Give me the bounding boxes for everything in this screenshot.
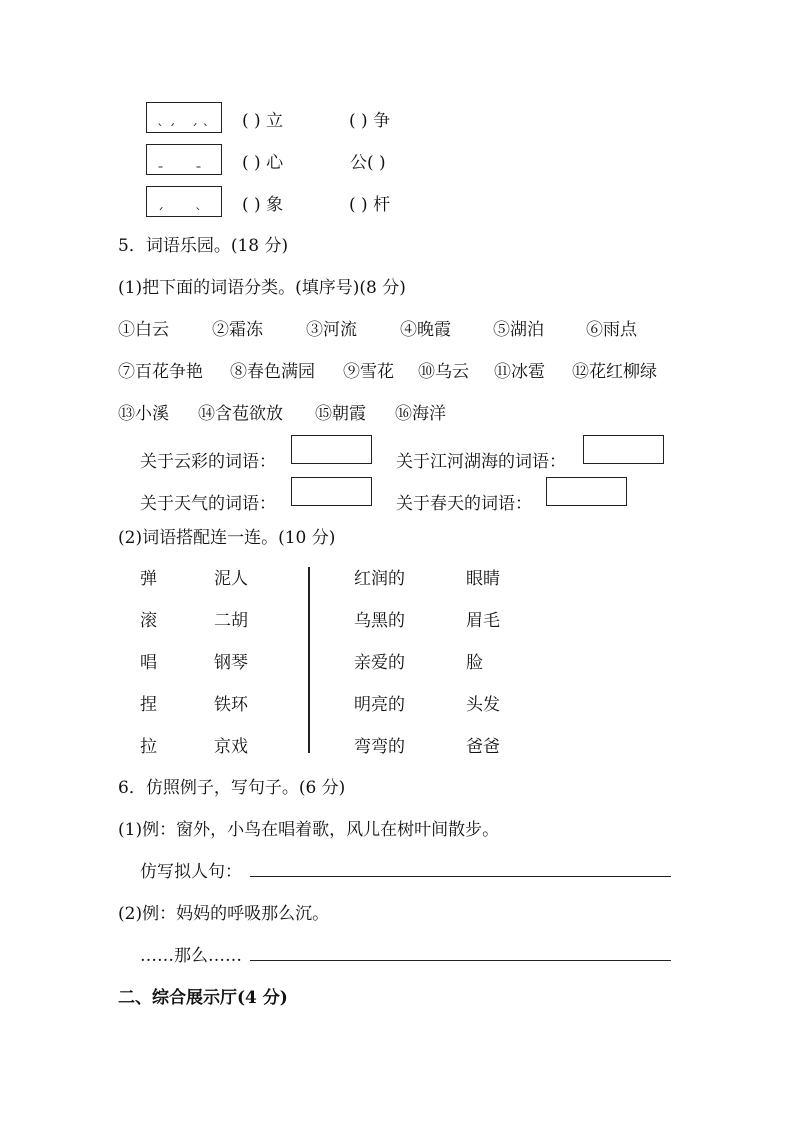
pinyin-box-3: ˊ ˋ [146,186,222,217]
category-clouds-label: 关于云彩的词语： [140,452,276,472]
q6-example-2: (2)例：妈妈的呼吸那么沉。 [118,904,330,924]
adj-5[interactable]: 弯弯的 [354,737,405,757]
category-spring-answer-box[interactable] [546,477,627,506]
q6-example-1: (1)例：窗外，小鸟在唱着歌，风儿在树叶间散步。 [118,820,500,840]
fill-item-2a[interactable]: ( ) 心 [242,153,284,173]
q6-title: 6．仿照例子，写句子。(6 分) [118,778,346,798]
word-12: ⑫花红柳绿 [572,362,657,382]
verb-3[interactable]: 唱 [140,653,157,673]
word-13: ⑬小溪 [118,404,169,424]
fill-item-1b[interactable]: ( ) 争 [349,111,391,131]
category-clouds-answer-box[interactable] [291,435,372,464]
adj-3[interactable]: 亲爱的 [354,653,405,673]
category-spring-label: 关于春天的词语： [396,494,532,514]
verb-5[interactable]: 拉 [140,737,157,757]
right-noun-5[interactable]: 爸爸 [466,737,500,757]
word-9: ⑨雪花 [343,362,394,382]
category-rivers-answer-box[interactable] [583,435,664,464]
word-8: ⑧春色满园 [230,362,315,382]
fill-item-3b[interactable]: ( ) 杆 [349,195,391,215]
q6-prompt-2: ……那么…… [140,946,242,966]
word-1: ①白云 [118,320,169,340]
adj-4[interactable]: 明亮的 [354,695,405,715]
right-noun-4[interactable]: 头发 [466,695,500,715]
word-10: ⑩乌云 [418,362,469,382]
matching-divider [308,567,310,753]
word-15: ⑮朝霞 [315,404,366,424]
section-2-title: 二、综合展示厅(4 分) [118,988,288,1008]
q5-part2-title: (2)词语搭配连一连。(10 分) [118,528,336,548]
pinyin-box-2: ˉ ˉ [146,144,222,175]
noun-4[interactable]: 铁环 [214,695,248,715]
category-weather-answer-box[interactable] [291,477,372,506]
word-7: ⑦百花争艳 [118,362,203,382]
verb-2[interactable]: 滚 [140,611,157,631]
noun-3[interactable]: 钢琴 [214,653,248,673]
word-2: ②霜冻 [212,320,263,340]
fill-item-3a[interactable]: ( ) 象 [242,195,284,215]
fill-item-1a[interactable]: ( ) 立 [242,111,284,131]
right-noun-3[interactable]: 脸 [466,653,483,673]
q5-title: 5．词语乐园。(18 分) [118,236,289,256]
q6-answer-line-1[interactable] [250,876,671,877]
noun-5[interactable]: 京戏 [214,737,248,757]
word-5: ⑤湖泊 [493,320,544,340]
word-4: ④晚霞 [400,320,451,340]
right-noun-2[interactable]: 眉毛 [466,611,500,631]
noun-1[interactable]: 泥人 [214,569,248,589]
q6-prompt-1: 仿写拟人句： [140,862,242,882]
noun-2[interactable]: 二胡 [214,611,248,631]
category-weather-label: 关于天气的词语： [140,494,276,514]
right-noun-1[interactable]: 眼睛 [466,569,500,589]
verb-1[interactable]: 弹 [140,569,157,589]
word-6: ⑥雨点 [586,320,637,340]
q5-part1-title: (1)把下面的词语分类。(填序号)(8 分) [118,278,406,298]
word-3: ③河流 [306,320,357,340]
pinyin-box-1: ˋ ˊ ˊ ˋ [146,102,222,133]
adj-1[interactable]: 红润的 [354,569,405,589]
verb-4[interactable]: 捏 [140,695,157,715]
q6-answer-line-2[interactable] [250,960,671,961]
adj-2[interactable]: 乌黑的 [354,611,405,631]
word-11: ⑪冰雹 [494,362,545,382]
category-rivers-label: 关于江河湖海的词语： [396,452,566,472]
fill-item-2b[interactable]: 公( ) [350,153,386,173]
word-16: ⑯海洋 [395,404,446,424]
word-14: ⑭含苞欲放 [198,404,283,424]
